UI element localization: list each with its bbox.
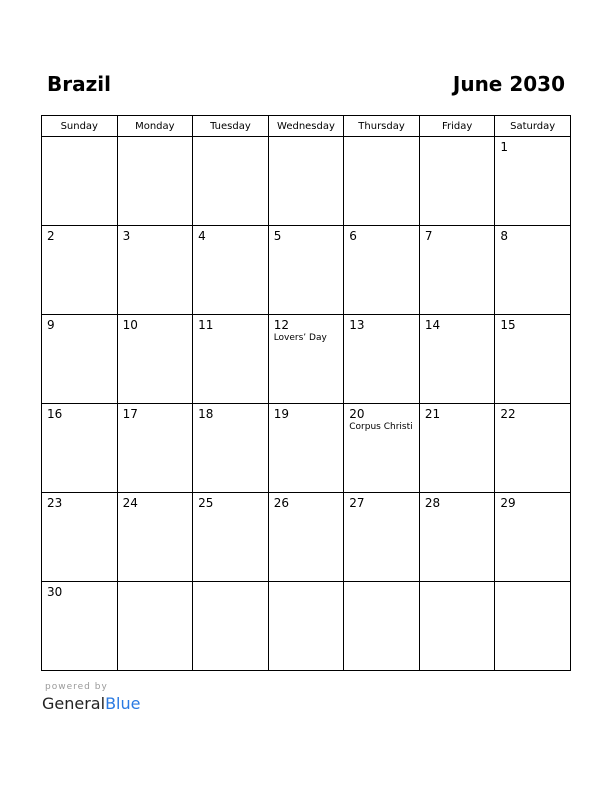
- day-number: 28: [424, 496, 441, 510]
- week-row: [42, 137, 571, 226]
- weekday-header-sunday: Sunday: [42, 116, 118, 137]
- day-cell: [344, 404, 420, 493]
- day-cell: [419, 493, 495, 582]
- day-cell: [419, 137, 495, 226]
- weekday-header-row: [42, 116, 571, 137]
- weekday-header-wednesday: Wednesday: [268, 116, 344, 137]
- day-cell: [117, 582, 193, 671]
- day-cell: [193, 226, 269, 315]
- day-number: 19: [273, 407, 289, 421]
- day-cell: [344, 315, 420, 404]
- day-number: 1: [500, 140, 509, 154]
- day-number: 30: [47, 585, 63, 599]
- day-cell: [193, 493, 269, 582]
- day-cell: [419, 226, 495, 315]
- day-cell: [419, 404, 495, 493]
- weekday-header-monday: Monday: [117, 116, 193, 137]
- day-number: 16: [47, 407, 63, 421]
- day-number: 18: [198, 407, 214, 421]
- day-cell: [117, 315, 193, 404]
- powered-by-label: powered by: [45, 682, 108, 692]
- day-cell: [344, 493, 420, 582]
- day-cell: [193, 582, 269, 671]
- week-row: [42, 226, 571, 315]
- calendar-grid: [41, 115, 571, 671]
- month-year-title: June 2030: [452, 72, 565, 96]
- day-number: 10: [122, 318, 138, 332]
- day-cell: [268, 226, 344, 315]
- day-cell: [495, 582, 571, 671]
- day-cell: [42, 582, 118, 671]
- day-number: 9: [47, 318, 55, 332]
- day-cell: [268, 315, 344, 404]
- day-cell: [495, 226, 571, 315]
- day-cell: [42, 137, 118, 226]
- holiday-label: Corpus Christi: [349, 422, 413, 432]
- day-cell: [344, 137, 420, 226]
- weekday-header-tuesday: Tuesday: [193, 116, 269, 137]
- day-cell: [268, 582, 344, 671]
- day-cell: [42, 315, 118, 404]
- day-cell: [193, 315, 269, 404]
- week-row: [42, 582, 571, 671]
- day-number: 22: [500, 407, 516, 421]
- day-number: 15: [500, 318, 516, 332]
- day-number: 25: [198, 496, 214, 510]
- day-number: 5: [273, 229, 282, 243]
- day-cell: [117, 137, 193, 226]
- day-cell: [117, 493, 193, 582]
- brand-blue-text: Blue: [105, 694, 141, 713]
- week-row: [42, 404, 571, 493]
- day-cell: [42, 226, 118, 315]
- day-number: 7: [424, 229, 433, 243]
- country-title: Brazil: [47, 72, 111, 96]
- day-cell: [495, 404, 571, 493]
- day-number: 24: [122, 496, 138, 510]
- day-number: 4: [198, 229, 206, 243]
- day-cell: [42, 493, 118, 582]
- day-cell: [42, 404, 118, 493]
- day-number: 8: [500, 229, 509, 243]
- holiday-label: Lovers’ Day: [273, 333, 327, 343]
- day-number: 13: [349, 318, 365, 332]
- day-number: 23: [47, 496, 63, 510]
- day-cell: [268, 493, 344, 582]
- day-cell: [268, 404, 344, 493]
- day-cell: [495, 315, 571, 404]
- day-number: 17: [122, 407, 138, 421]
- day-cell: [193, 404, 269, 493]
- day-number: 6: [349, 229, 357, 243]
- day-cell: [419, 582, 495, 671]
- generalblue-logo[interactable]: [42, 694, 140, 714]
- day-cell: [344, 582, 420, 671]
- weekday-header-saturday: Saturday: [495, 116, 571, 137]
- day-number: 29: [500, 496, 516, 510]
- day-cell: [193, 137, 269, 226]
- day-cell: [117, 404, 193, 493]
- day-number: 3: [122, 229, 131, 243]
- day-number: 14: [424, 318, 441, 332]
- day-number: 21: [424, 407, 441, 421]
- week-row: [42, 493, 571, 582]
- day-number: 2: [47, 229, 55, 243]
- weekday-header-thursday: Thursday: [344, 116, 420, 137]
- day-number: 20: [349, 407, 365, 421]
- day-cell: [268, 137, 344, 226]
- brand-general-text: General: [42, 694, 106, 713]
- day-cell: [495, 137, 571, 226]
- day-cell: [419, 315, 495, 404]
- day-number: 26: [273, 496, 289, 510]
- week-row: [42, 315, 571, 404]
- day-cell: [117, 226, 193, 315]
- day-number: 12: [273, 318, 289, 332]
- day-cell: [495, 493, 571, 582]
- day-number: 27: [349, 496, 365, 510]
- day-number: 11: [198, 318, 214, 332]
- weekday-header-friday: Friday: [419, 116, 495, 137]
- day-cell: [344, 226, 420, 315]
